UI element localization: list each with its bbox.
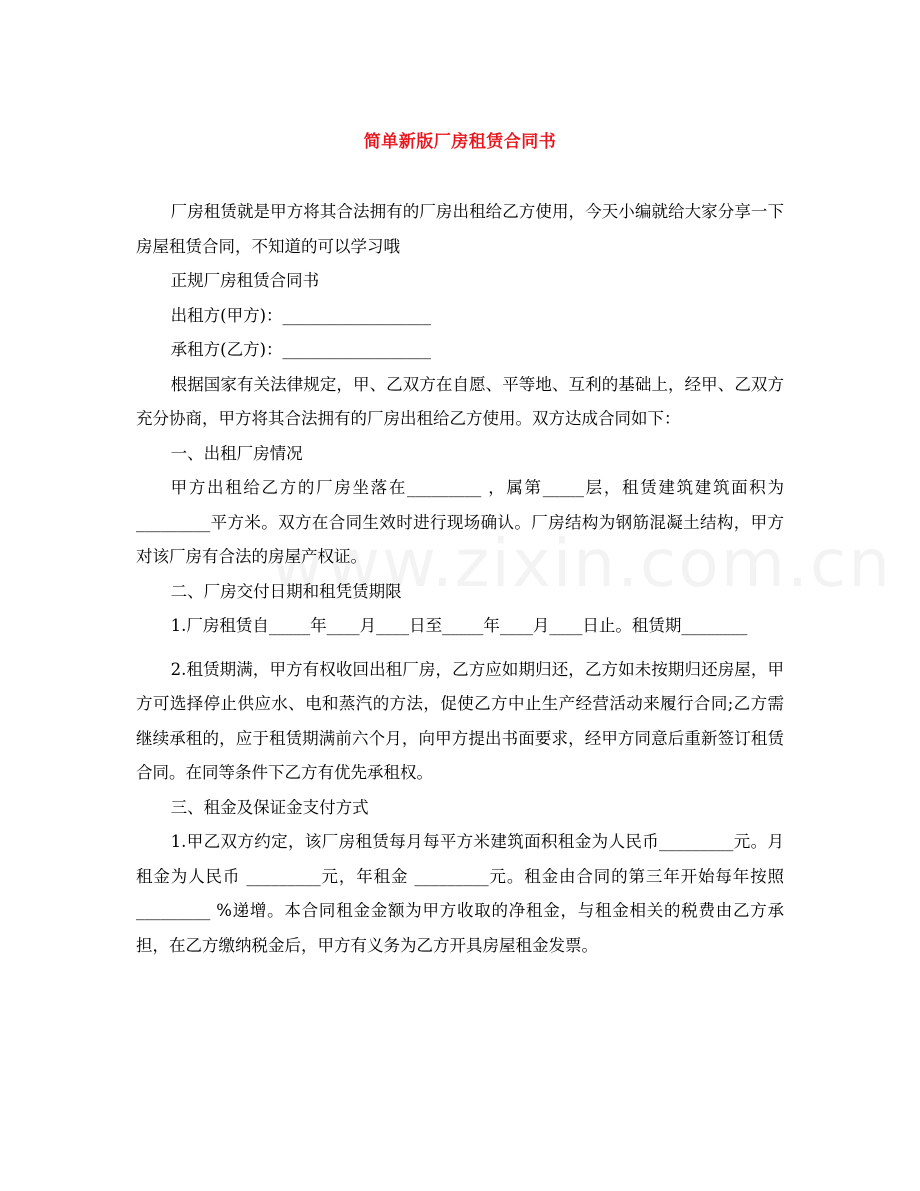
- lessor-field: 出租方(甲方)：__________________: [170, 305, 432, 325]
- section-1-paragraph: 甲方出租给乙方的厂房坐落在_________ ，属第_____层，租赁建筑建筑面积为_________平方米。双方在合同生效时进行现场确认。厂房结构为钢筋混凝土结构，甲方对该厂房有合法的房屋产权证。: [136, 478, 784, 566]
- document-title: 简单新版厂房租赁合同书: [363, 132, 557, 152]
- intro-paragraph: 厂房租赁就是甲方将其合法拥有的厂房出租给乙方使用，今天小编就给大家分享一下房屋租赁合同，不知道的可以学习哦: [136, 202, 784, 256]
- document-body: [136, 195, 784, 963]
- section-3-clause-1: 1.甲乙双方约定，该厂房租赁每月每平方米建筑面积租金为人民币_________元。月租金为人民币 _________元，年租金 _________元。租金由合同的第三年开始每年按照_________ %递增。本合同租金金额为甲方收取的净租金，与租金相关的税费由乙方承担，在乙方缴纳税金后，甲方有义务为乙方开具房屋租金发票。: [136, 832, 784, 955]
- contract-subtitle: 正规厂房租赁合同书: [170, 271, 320, 290]
- section-2-heading: 二、厂房交付日期和租凭赁期限: [170, 581, 402, 601]
- preamble-paragraph: 根据国家有关法律规定，甲、乙双方在自愿、平等地、互利的基础上，经甲、乙双方充分协商，甲方将其合法拥有的厂房出租给乙方使用。双方达成合同如下：: [136, 374, 784, 428]
- section-2-clause-1: 1.厂房租赁自_____年____月____日至_____年____月____日止。租赁期________: [170, 616, 748, 635]
- section-1-heading: 一、出租厂房情况: [170, 443, 303, 463]
- section-3-heading: 三、租金及保证金支付方式: [170, 797, 369, 817]
- lessee-field: 承租方(乙方)：__________________: [170, 340, 432, 359]
- section-2-clause-2: 2.租赁期满，甲方有权收回出租厂房，乙方应如期归还，乙方如未按期归还房屋，甲方可选择停止供应水、电和蒸汽的方法，促使乙方中止生产经营活动来履行合同;乙方需继续承租的，应于租赁期满前六个月，向甲方提出书面要求，经甲方同意后重新签订租赁合同。在同等条件下乙方有优先承租权。: [136, 659, 784, 782]
